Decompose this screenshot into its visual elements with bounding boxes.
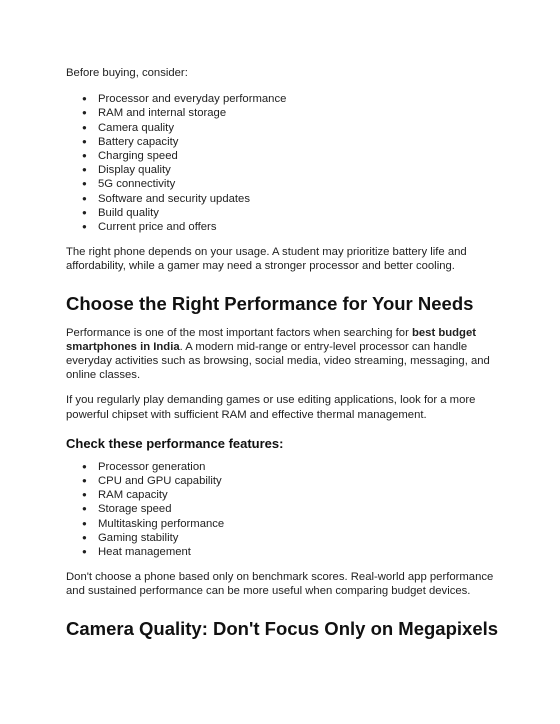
list-item: ● CPU and GPU capability	[66, 474, 506, 488]
list-item: ● Camera quality	[66, 121, 506, 135]
list-item: ● Gaming stability	[66, 531, 506, 545]
intro-text: Before buying, consider:	[66, 67, 188, 79]
list-item: ● RAM capacity	[66, 488, 506, 502]
list-item: ● 5G connectivity	[66, 177, 506, 191]
performance-paragraph-1-start: Performance is one of the most important factors when searching for	[66, 326, 412, 339]
list-item: ● Processor generation	[66, 460, 506, 474]
performance-heading: Choose the Right Performance for Your Needs	[66, 292, 474, 314]
list-item: ● Software and security updates	[66, 192, 506, 206]
list-item: ● Battery capacity	[66, 135, 506, 149]
list-item: ● Charging speed	[66, 149, 506, 163]
document-page	[66, 64, 506, 641]
list-item: ● Heat management	[66, 545, 506, 559]
performance-features-list	[66, 460, 506, 559]
list-item: ● Current price and offers	[66, 220, 506, 234]
consider-list	[66, 92, 506, 234]
performance-paragraph-1-end: . A modern mid-range or entry-level processor can handle everyday activities such as browsing, social media, video streaming, messaging, and online classes.	[66, 340, 490, 382]
list-item: ● RAM and internal storage	[66, 106, 506, 120]
list-item: ● Storage speed	[66, 502, 506, 516]
performance-paragraph-1	[66, 326, 506, 383]
keyword-highlight: best budget smartphones in India	[66, 326, 476, 353]
usage-paragraph: The right phone depends on your usage. A student may prioritize battery life and affordability, while a gamer may need a stronger processor and better cooling.	[66, 246, 467, 273]
list-item: ● Display quality	[66, 163, 506, 177]
list-item: ● Processor and everyday performance	[66, 92, 506, 106]
performance-paragraph-3: Don't choose a phone based only on benchmark scores. Real-world app performance and sustained performance can be more useful when comparing budget devices.	[66, 571, 494, 598]
list-item: ● Build quality	[66, 206, 506, 220]
list-item: ● Multitasking performance	[66, 517, 506, 531]
performance-paragraph-2: If you regularly play demanding games or use editing applications, look for a more powerful chipset with sufficient RAM and effective thermal management.	[66, 394, 476, 421]
performance-features-heading: Check these performance features:	[66, 435, 284, 451]
camera-heading: Camera Quality: Don't Focus Only on Megapixels	[66, 617, 499, 639]
